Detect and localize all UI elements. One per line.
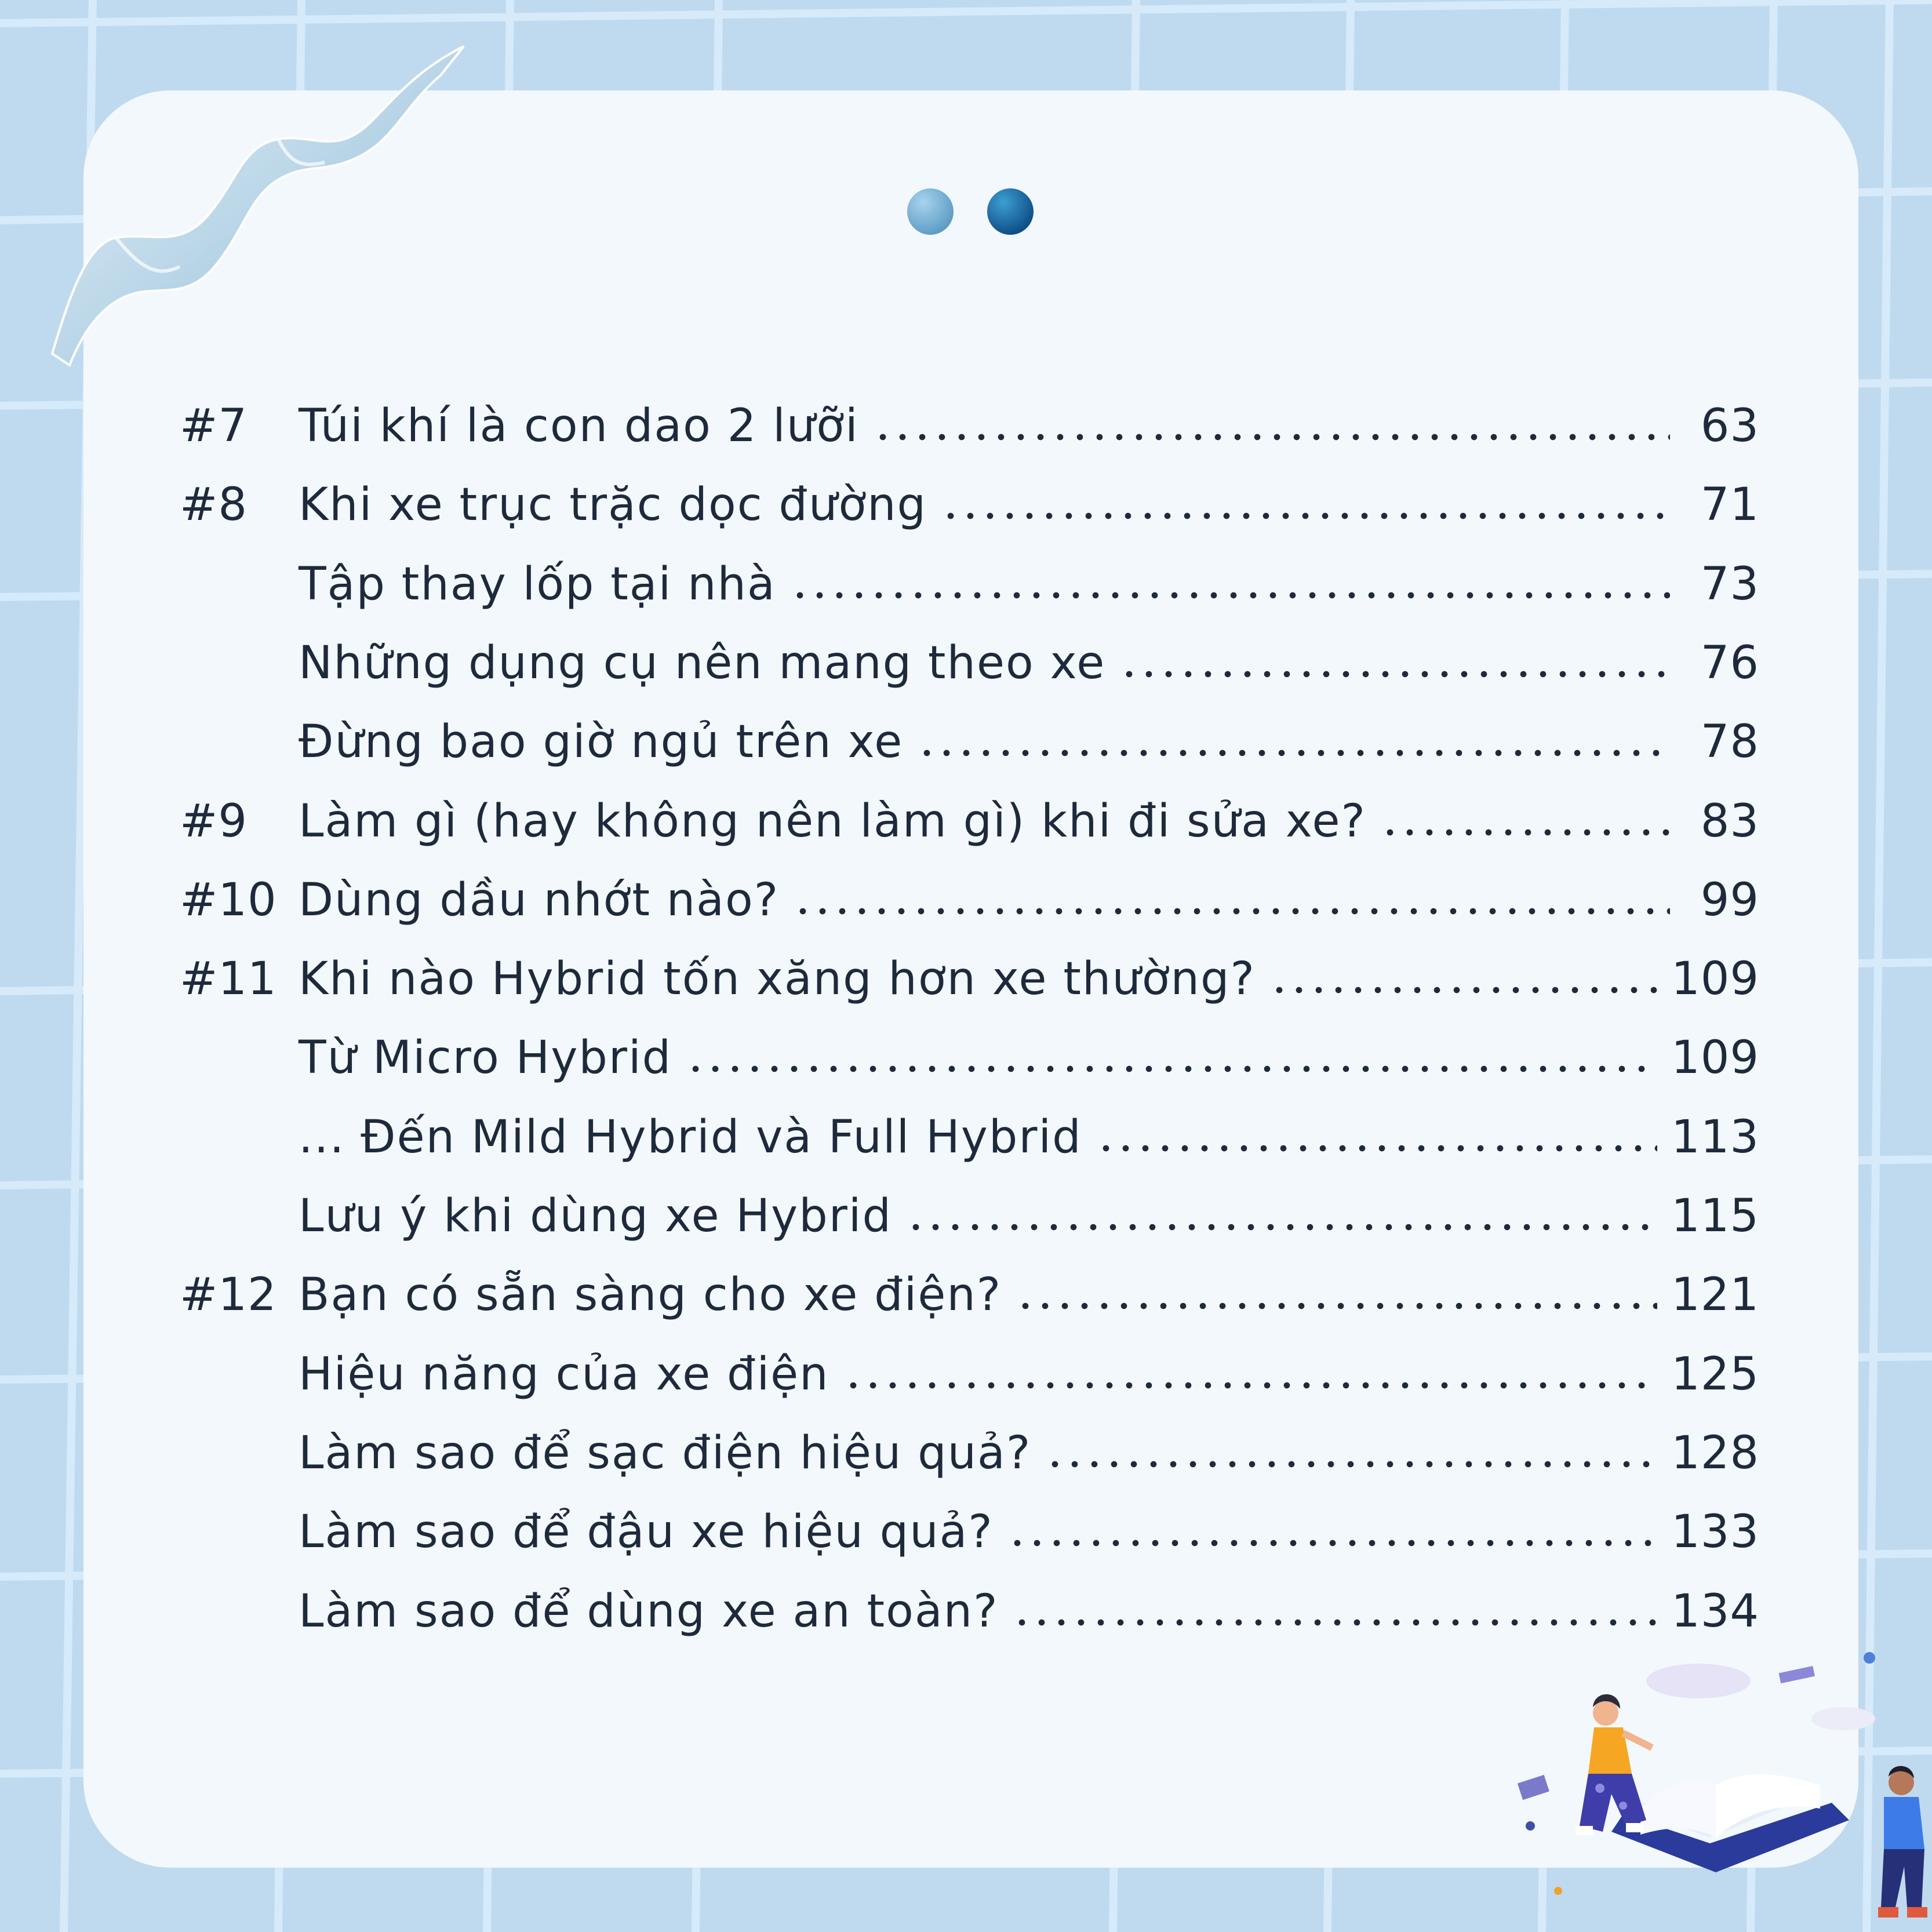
toc-entry-title: Làm sao để đậu xe hiệu quả? [299,1506,994,1559]
toc-entry-title: ... Đến Mild Hybrid và Full Hybrid [299,1111,1082,1163]
toc-entry-title: Hiệu năng của xe điện [299,1348,829,1400]
toc-page-number: 133 [1671,1506,1759,1559]
toc-page-number: 134 [1671,1585,1759,1638]
toc-entry [180,941,1759,1017]
toc-entry [180,784,1759,859]
toc-entry [180,388,1759,464]
dot-leader [1045,1461,1657,1468]
toc-page-number: 78 [1700,716,1759,769]
dot-leader [1380,829,1670,836]
dot-leader [843,1382,1658,1389]
dot-leader [1096,1145,1657,1152]
toc-entry-title: Tập thay lốp tại nhà [299,558,776,610]
toc-chapter-number: #10 [180,874,277,926]
toc-page-number: 73 [1700,558,1759,610]
toc-entry-title: Túi khí là con dao 2 lưỡi [299,400,859,452]
toc-entry [180,1416,1759,1491]
toc-entry-title: Làm gì (hay không nên làm gì) khi đi sửa xe? [299,795,1366,847]
toc-entry-title: Từ Micro Hybrid [299,1032,672,1085]
toc-chapter-number: #9 [180,795,248,847]
toc-page-number: 76 [1700,636,1759,689]
toc-entry-title: Lưu ý khi dùng xe Hybrid [299,1190,892,1242]
toc-entry [180,1100,1759,1175]
toc-entry [180,1494,1759,1570]
toc-entry [180,704,1759,780]
toc-entry-title: Đừng bao giờ ngủ trên xe [299,716,904,769]
dot-leader [1269,987,1657,994]
dot-leader [873,434,1670,441]
toc-chapter-number: #11 [180,953,277,1006]
dot-leader [1119,671,1670,678]
toc-entry [180,467,1759,543]
toc-entry [180,1257,1759,1333]
toc-entry-title: Làm sao để sạc điện hiệu quả? [299,1427,1032,1479]
toc-page-number: 121 [1671,1269,1759,1322]
toc-entry [180,625,1759,701]
toc-page-number: 109 [1671,1032,1759,1085]
toc-page-number: 99 [1700,874,1759,926]
toc-page-number: 71 [1700,479,1759,532]
dot-leader [941,512,1670,519]
toc-entry [180,1178,1759,1254]
dot-leader [1007,1540,1657,1547]
toc-entry [180,1337,1759,1412]
toc-page-number: 109 [1671,953,1759,1006]
toc-chapter-number: #12 [180,1269,277,1322]
toc-entry-title: Khi nào Hybrid tốn xăng hơn xe thường? [299,953,1256,1006]
reading-people-illustration [1507,1635,1932,1932]
toc-chapter-number: #8 [180,479,248,532]
toc-page-number: 128 [1671,1427,1759,1479]
toc-entry [180,863,1759,938]
toc-chapter-number: #7 [180,400,248,452]
toc-page-number: 83 [1700,795,1759,847]
toc-entry-title: Bạn có sẵn sàng cho xe điện? [299,1269,1002,1322]
dot-leader [1016,1302,1657,1309]
toc-page-number: 113 [1671,1111,1759,1163]
dot-leader [906,1224,1657,1231]
toc-entry-title: Làm sao để dùng xe an toàn? [299,1585,999,1638]
dot-leader [686,1065,1657,1072]
toc-entry-title: Dùng dầu nhớt nào? [299,874,780,926]
toc-entry [180,1020,1759,1096]
dot-leader [793,908,1670,915]
toc-entry-title: Những dụng cụ nên mang theo xe [299,636,1106,689]
toc-entry [180,547,1759,622]
toc-page-number: 125 [1671,1348,1759,1400]
dot-leader [1012,1619,1657,1626]
dot-leader [917,749,1670,756]
dot-leader [790,592,1670,599]
toc-page-number: 63 [1700,400,1759,452]
toc-page-number: 115 [1671,1190,1759,1242]
toc-entry-title: Khi xe trục trặc dọc đường [299,479,927,532]
